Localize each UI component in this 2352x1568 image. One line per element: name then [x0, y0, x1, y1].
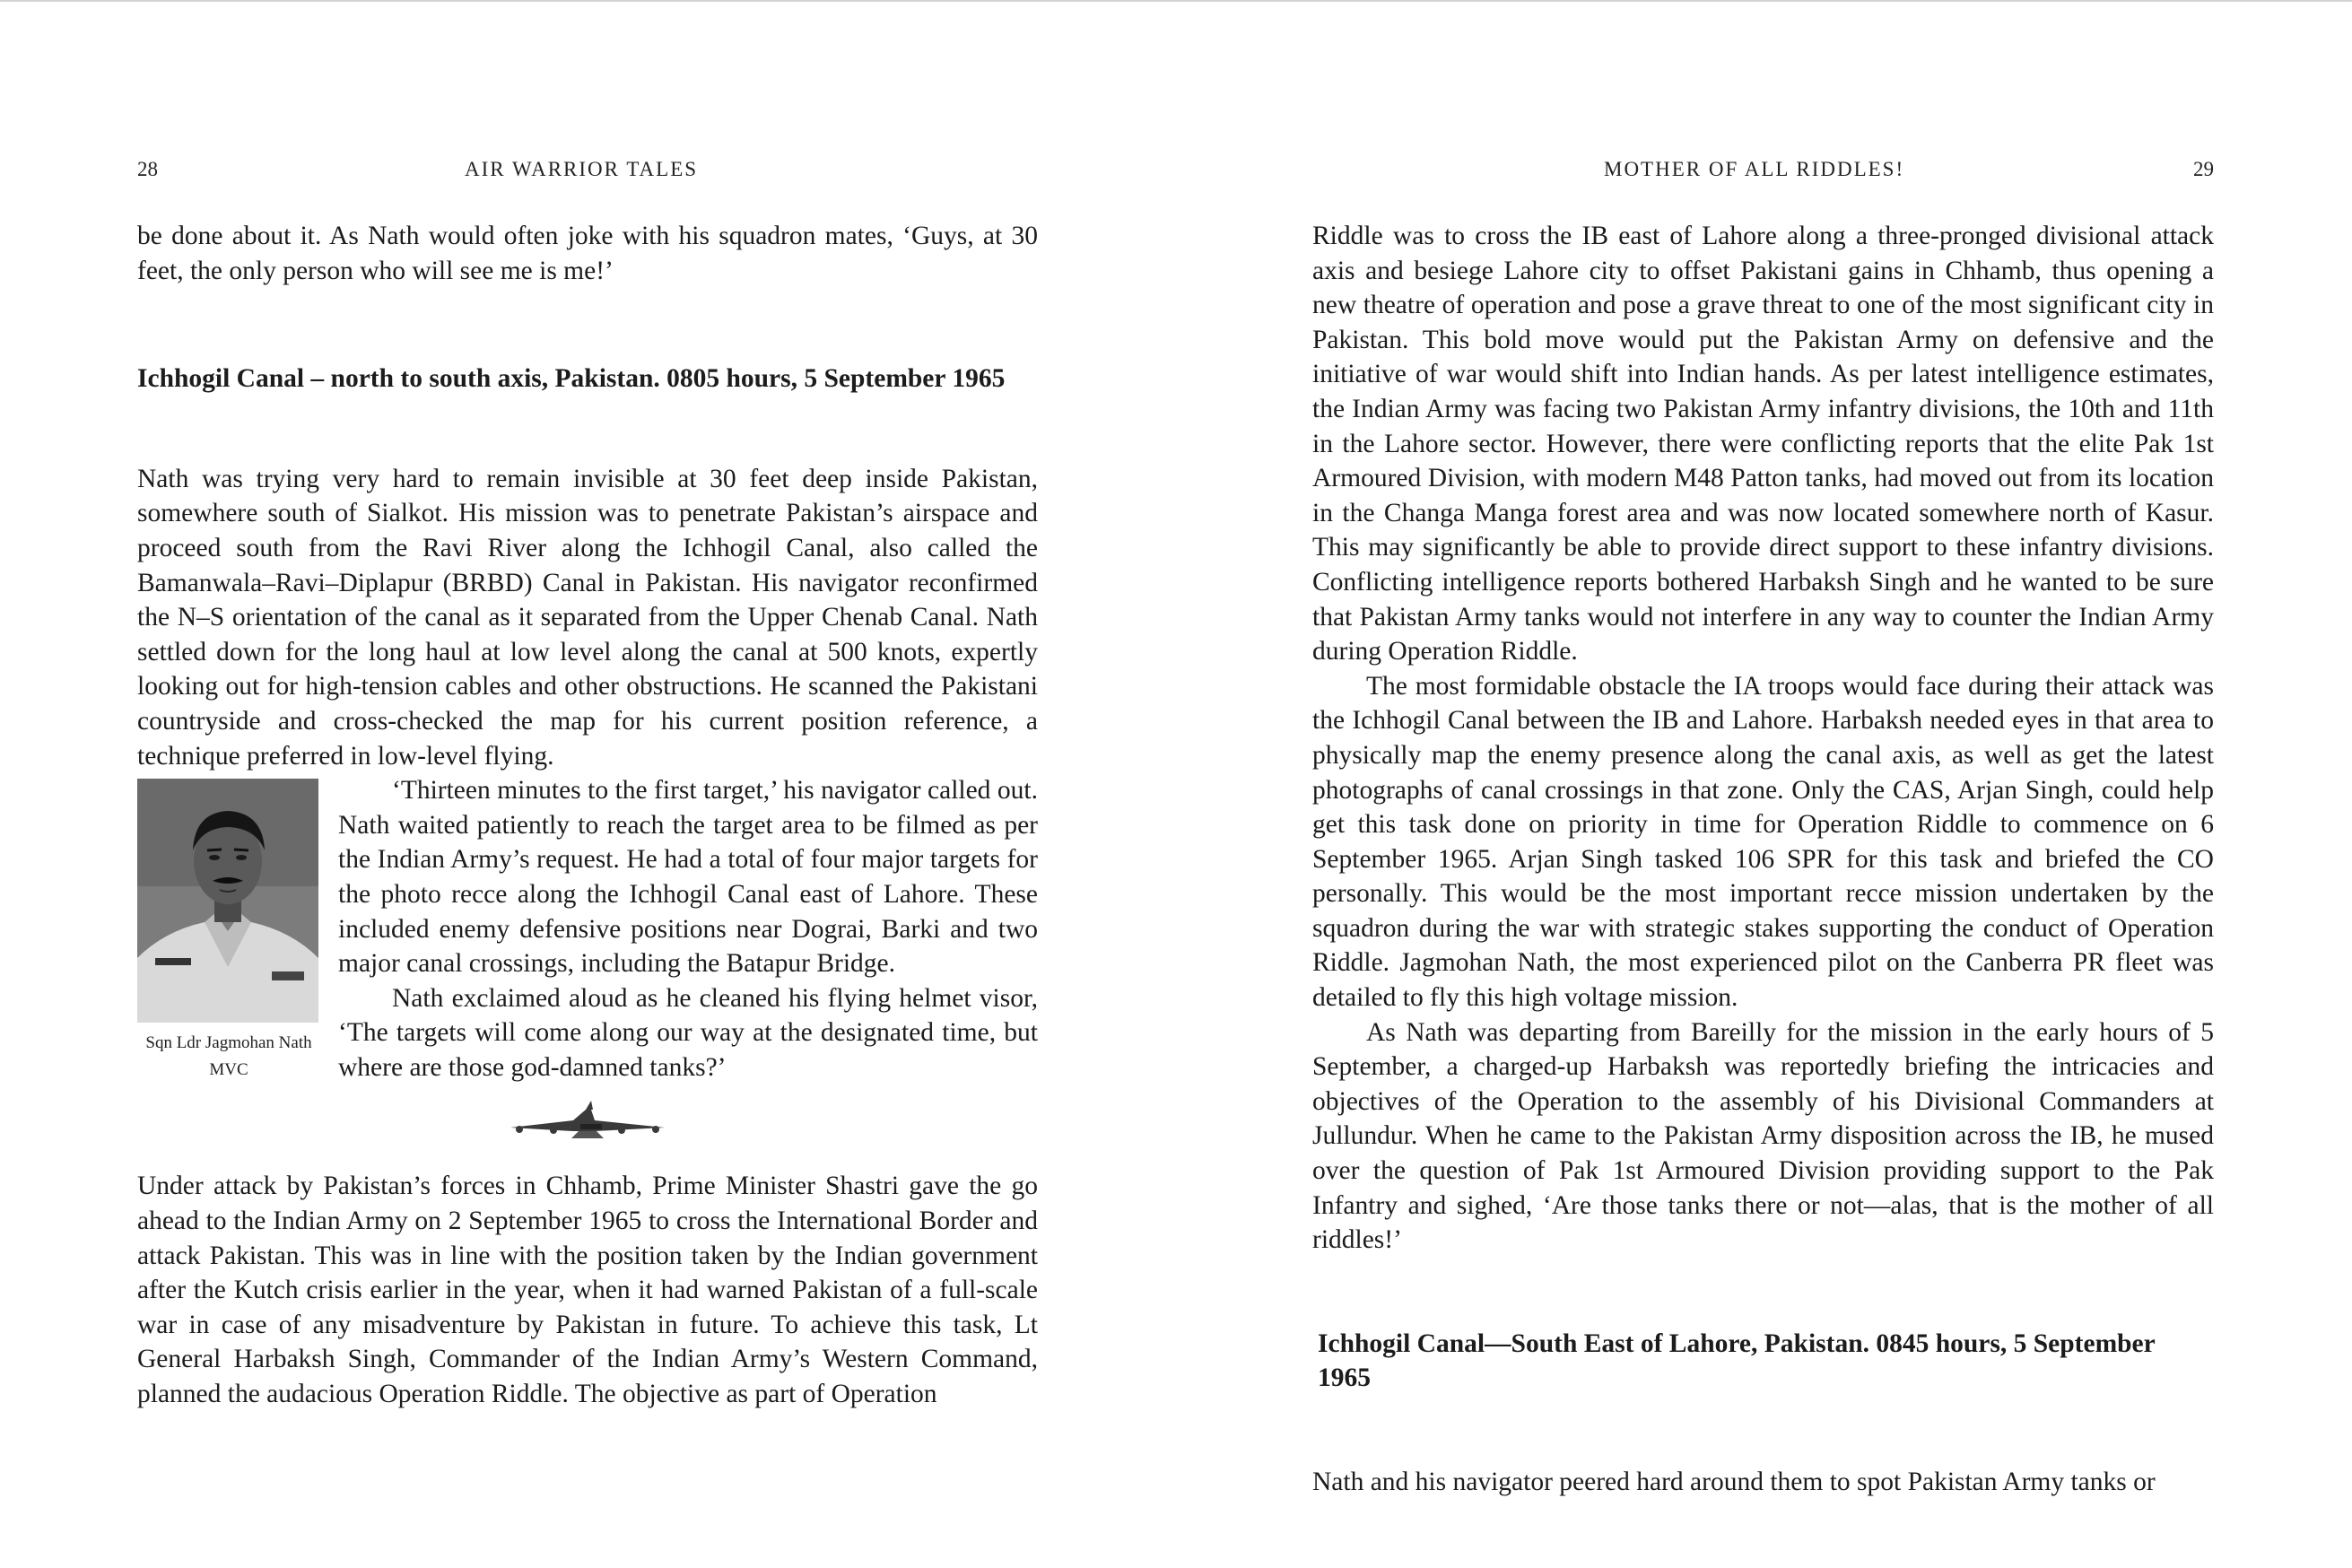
photo-caption-name: Sqn Ldr Jagmohan Nath [145, 1033, 312, 1053]
section-heading: Ichhogil Canal—South East of Lahore, Pakistan. 0845 hours, 5 September 1965 [1318, 1328, 2156, 1393]
aircraft-ornament-icon [137, 1101, 1038, 1154]
running-title-right: MOTHER OF ALL RIDDLES! [1604, 158, 1905, 180]
photo-caption-award: MVC [209, 1060, 248, 1080]
photo-caption [137, 1030, 320, 1084]
page-number-left: 28 [137, 158, 158, 180]
pilot-portrait-photo [137, 779, 318, 1023]
left-body-text [137, 219, 1038, 1412]
paragraph: be done about it. As Nath would often joke with his squadron mates, ‘Guys, at 30 feet, the only person who will see me is me!’ [137, 222, 1038, 285]
top-edge-rule [0, 0, 2352, 2]
section-heading: Ichhogil Canal – north to south axis, Pakistan. 0805 hours, 5 September 1965 [137, 364, 1006, 394]
paragraph: Nath and his navigator peered hard around them to spot Pakistan Army tanks or [1312, 1468, 2156, 1496]
paragraph: As Nath was departing from Bareilly for the mission in the early hours of 5 September, a charged-up Harbaksh was reportedly briefing the intricacies and objectives of the Operation to the assembly of his Divisional Commanders at Jullundur. When he came to the Pakistan Army disposition across the IB, he mused over the question of Pak 1st Armoured Division providing support to the Pak Infantry and sighed, ‘Are those tanks there or not—alas, that is the mother of all riddles!’ [1312, 1017, 2214, 1255]
page-number-right: 29 [2193, 158, 2214, 180]
portrait-figure [137, 779, 320, 1084]
right-running-head [1312, 154, 2214, 185]
paragraph: Nath exclaimed aloud as he cleaned his flying helmet visor, ‘The targets will come along our way at the designated time, but where are those god-damned tanks?’ [338, 983, 1038, 1082]
left-running-head [137, 154, 1038, 185]
portrait-illustration [137, 779, 318, 1023]
paragraph: Under attack by Pakistan’s forces in Chhamb, Prime Minister Shastri gave the go ahead to the Indian Army on 2 September 1965 to cross the International Border and attack Pakistan. This was in line with the position taken by the Indian government after the Kutch crisis earlier in the year, when it had warned Pakistan of a full-scale war in case of any misadventure by Pakistan in future. To achieve this task, Lt General Harbaksh Singh, Commander of the Indian Army’s Western Command, planned the audacious Operation Riddle. The objective as part of Operation [137, 1172, 1038, 1409]
running-title-left: AIR WARRIOR TALES [465, 158, 699, 180]
paragraph: ‘Thirteen minutes to the first target,’ his navigator called out. Nath waited patiently to reach the target area to be filmed as per the Indian Army’s request. He had a total of four major targets for the photo recce along the Ichhogil Canal east of Lahore. These included enemy defensive positions near Dograi, Barki and two major canal crossings, including the Batapur Bridge. [338, 776, 1038, 979]
paragraph: Riddle was to cross the IB east of Lahore along a three-pronged divisional attack axis and besiege Lahore city to offset Pakistani gains in Chhamb, thus opening a new theatre of operation and pose a grave threat to one of the most significant city in Pakistan. This bold move would put the Pakistan Army on defensive and the initiative of war would shift into Indian hands. As per latest intelligence estimates, the Indian Army was facing two Pakistan Army infantry divisions, the 10th and 11th in the Lahore sector. However, there were conflicting reports that the elite Pak 1st Armoured Division, with modern M48 Patton tanks, had moved out from its location in the Changa Manga forest area and was now located somewhere north of Kasur. This may significantly be able to provide direct support to these infantry divisions. Conflicting intelligence reports bothered Harbaksh Singh and he wanted to be sure that Pakistan Army tanks would not interfere in any way to counter the Indian Army during Operation Riddle. [1312, 222, 2214, 666]
paragraph: The most formidable obstacle the IA troops would face during their attack was the Ichhogil Canal between the IB and Lahore. Harbaksh needed eyes in that area to physically map the enemy presence along the canal axis, as well as get the latest photographs of canal crossings in that zone. Only the CAS, Arjan Singh, could help get this task done on priority in time for Operation Riddle to commence on 6 September 1965. Arjan Singh tasked 106 SPR for this task and briefed the CO personally. This would be the most important recce mission undertaken by the squadron during the war with strategic stakes supporting the conduct of Operation Riddle. Jagmohan Nath, the most experienced pilot on the Canberra PR fleet was detailed to fly this high voltage mission. [1312, 671, 2214, 1013]
right-body-text [1312, 219, 2214, 1500]
paragraph: Nath was trying very hard to remain invisible at 30 feet deep inside Pakistan, somewhere south of Sialkot. His mission was to penetrate Pakistan’s airspace and proceed south from the Ravi River along the Ichhogil Canal, also called the Bamanwala–Ravi–Diplapur (BRBD) Canal in Pakistan. His navigator reconfirmed the N–S orientation of the canal as it separated from the Upper Chenab Canal. Nath settled down for the long haul at low level along the canal at 500 knots, expertly looking out for high-tension cables and other obstructions. He scanned the Pakistani countryside and cross-checked the map for his current position reference, a technique preferred in low-level flying. [137, 464, 1038, 771]
